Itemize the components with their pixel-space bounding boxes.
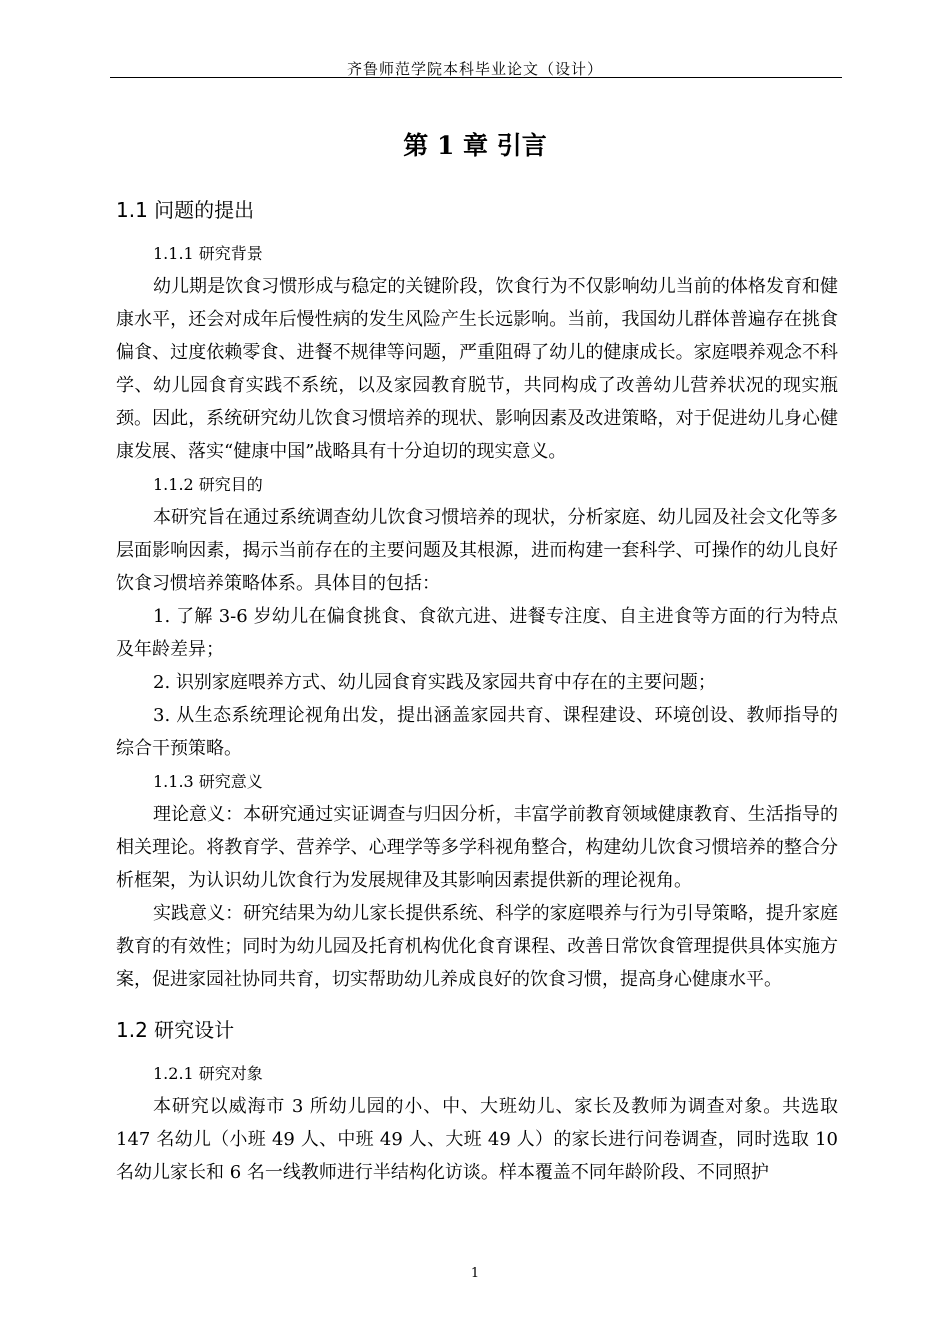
subsection-heading-1-2-1: 1.2.1 研究对象 xyxy=(153,1064,263,1083)
purpose-item-3: 3. 从生态系统理论视角出发，提出涵盖家园共育、课程建设、环境创设、教师指导的综合干预策略。 xyxy=(116,705,838,759)
section-heading-1-1: 1.1 问题的提出 xyxy=(116,198,255,222)
page-body xyxy=(116,190,838,1189)
subsection-heading-1-1-1: 1.1.1 研究背景 xyxy=(153,244,263,263)
header-divider xyxy=(110,77,842,78)
purpose-item-1: 1. 了解 3-6 岁幼儿在偏食挑食、食欲亢进、进餐专注度、自主进食等方面的行为特点及年龄差异； xyxy=(116,606,838,660)
purpose-item-2: 2. 识别家庭喂养方式、幼儿园食育实践及家园共育中存在的主要问题； xyxy=(153,672,716,693)
section-heading-1-2: 1.2 研究设计 xyxy=(116,1018,235,1042)
paragraph-research-purpose: 本研究旨在通过系统调查幼儿饮食习惯培养的现状，分析家庭、幼儿园及社会文化等多层面影响因素，揭示当前存在的主要问题及其根源，进而构建一套科学、可操作的幼儿良好饮食习惯培养策略体系。具体目的包括： xyxy=(116,507,838,594)
paragraph-practical-significance: 实践意义：研究结果为幼儿家长提供系统、科学的家庭喂养与行为引导策略，提升家庭教育的有效性；同时为幼儿园及托育机构优化食育课程、改善日常饮食管理提供具体实施方案，促进家园社协同共育，切实帮助幼儿养成良好的饮食习惯，提高身心健康水平。 xyxy=(116,903,838,990)
subsection-heading-1-1-3: 1.1.3 研究意义 xyxy=(153,772,263,791)
page-number: 1 xyxy=(470,1266,480,1281)
chapter-title: 第 1 章 引言 xyxy=(403,131,547,160)
paragraph-theoretical-significance: 理论意义：本研究通过实证调查与归因分析，丰富学前教育领域健康教育、生活指导的相关理论。将教育学、营养学、心理学等多学科视角整合，构建幼儿饮食习惯培养的整合分析框架，为认识幼儿饮食行为发展规律及其影响因素提供新的理论视角。 xyxy=(116,804,838,891)
paragraph-research-subjects: 本研究以威海市 3 所幼儿园的小、中、大班幼儿、家长及教师为调查对象。共选取 147 名幼儿（小班 49 人、中班 49 人、大班 49 人）的家长进行问卷调查，同时选取 10 名幼儿家长和 6 名一线教师进行半结构化访谈。样本覆盖不同年龄阶段、不同照护 xyxy=(116,1096,838,1183)
running-header: 齐鲁师范学院本科毕业论文（设计） xyxy=(346,60,603,78)
subsection-heading-1-1-2: 1.1.2 研究目的 xyxy=(153,475,263,494)
paragraph-research-background: 幼儿期是饮食习惯形成与稳定的关键阶段，饮食行为不仅影响幼儿当前的体格发育和健康水平，还会对成年后慢性病的发生风险产生长远影响。当前，我国幼儿群体普遍存在挑食偏食、过度依赖零食、进餐不规律等问题，严重阻碍了幼儿的健康成长。家庭喂养观念不科学、幼儿园食育实践不系统，以及家园教育脱节，共同构成了改善幼儿营养状况的现实瓶颈。因此，系统研究幼儿饮食习惯培养的现状、影响因素及改进策略，对于促进幼儿身心健康发展、落实“健康中国”战略具有十分迫切的现实意义。 xyxy=(116,276,838,462)
